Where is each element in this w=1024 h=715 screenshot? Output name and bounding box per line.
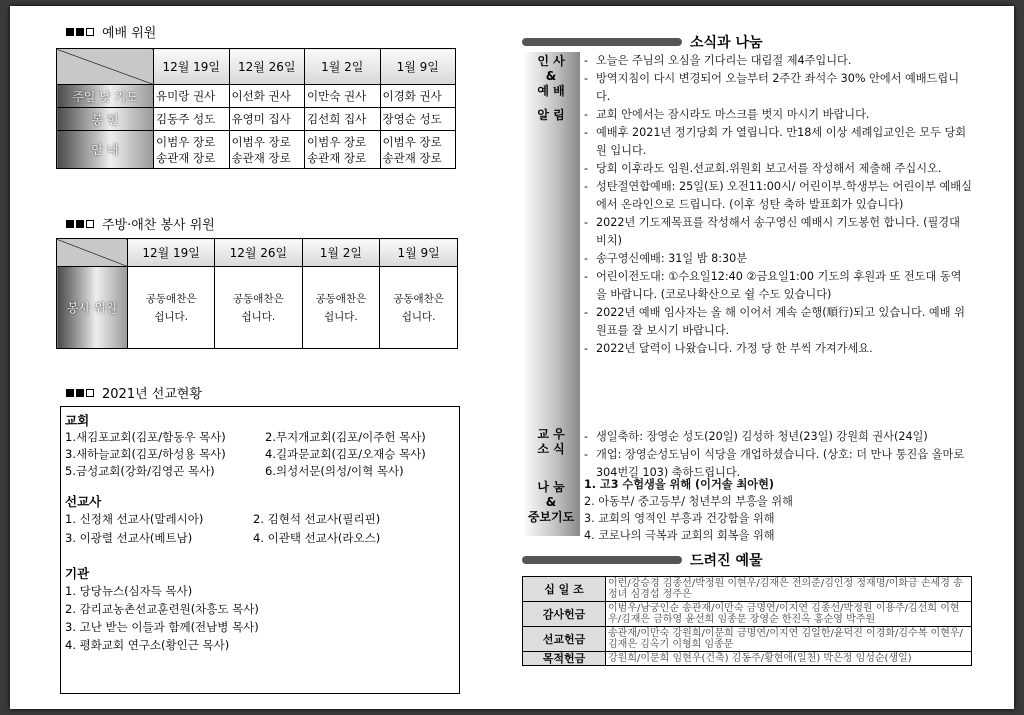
mission-title: 2021년 선교현황 bbox=[66, 383, 202, 402]
kitchen-table: 12월 19일 12월 26일 1월 2일 1월 9일 봉사 위원 공동애찬은 쉽니다. 공동애찬은 쉽니다. 공동애찬은 쉽니다. 공동애찬은 쉽니다. bbox=[56, 238, 458, 349]
offering-title: 드려진 예물 bbox=[522, 552, 763, 568]
bulletin-page bbox=[10, 6, 1014, 709]
mission-box: 교회 1.새김포교회(김포/함동우 목사) 2.무지개교회(김포/이주헌 목사) 3.새하늘교회(김포/하성용 목사) 4.길과문교회(김포/오재승 목사) 5.금성교회(강화/김영곤 목사) 6.의성서문(의성/이혁 목사) 선교사 1. 신정채 선교사(말레시아) 2. 김현석 선교사(필리핀) 3. 이광렬 선교사(베트남) 4. 이관택 선교사(라오스) 기관 1. 당당뉴스(심자득 목사) 2. 감리교농촌선교훈련원(차흥도 목사) 3. 고난 받는 이들과 함께(전남병 목사) 4. 평화교회 연구소(황인근 목사) bbox=[60, 406, 460, 694]
news-prayer: 1. 고3 수험생을 위해 (이거솔 최아현) 2. 아동부/ 중고등부/ 청년부의 부흥을 위해 3. 교회의 영적인 부흥과 건강함을 위해 4. 코로나의 극복과 교회의 회복을 위해 bbox=[584, 478, 793, 542]
kitchen-title: 주방·애찬 봉사 위원 bbox=[66, 214, 215, 233]
worship-title: 예배 위원 bbox=[66, 22, 156, 41]
news-label-notice: 알 림 bbox=[537, 108, 565, 122]
news-title: 소식과 나눔 bbox=[522, 34, 763, 50]
church-heading: 교회 bbox=[65, 413, 90, 428]
news-label-prayer: 나 눔 & 중보기도 bbox=[527, 480, 575, 524]
news-members: - 생일축하: 장영순 성도(20일) 김성하 청년(23일) 강원희 권사(24일) - 개업: 장영순성도님이 식당을 개업하셨습니다. (상호: 더 만나 통진읍 올마로 304번길 103) 축하드립니다. bbox=[584, 430, 965, 479]
worship-table: 12월 19일 12월 26일 1월 2일 1월 9일 주일 낮 기도 유미랑 권사 이선화 권사 이만숙 권사 이경화 권사 봉 헌 김동주 성도 유영미 집사 김선희 집사 장영순 성도 안 내 이범우 장로 송관재 장로 이범우 장로 송관재 장로 이범우 장로 송관재 장로 이범우 장로 송관재 장로 bbox=[56, 48, 456, 169]
org-heading: 기관 bbox=[65, 566, 90, 581]
news-label-greeting: 인 사 & 예 배 bbox=[537, 54, 565, 98]
news-notice: - 교회 안에서는 잠시라도 마스크를 벗지 마시기 바랍니다. - 예배후 2021년 정기당회 가 열립니다. 만18세 이상 세례입교인은 모두 당회원 입니다. - 당회 이후라도 임원.선교회.위원회 보고서를 작성해서 제출해 주십시오. - 성탄절연합예배: 25일(토) 오전11:00시/ 어린이부.학생부는 어린이부 예배실에서 온라인으로 드립니다. (이후 성탄 축하 발표회가 있습니다) - 2022년 기도제목표를 작성해서 송구영신 예배시 기도봉헌 합니다. (필경대 비치) - 송구영신예배: 31일 밤 8:30분 - 어린이전도대: ①수요일12:40 ②금요일1:00 기도의 후원과 또 전도대 동역을 바랍니다. (코로나확산으로 쉴 수도 있습니다) - 2022년 예배 임사자는 올 해 이어서 계속 순행(順行)되고 있습니다. 예배 위원표를 잘 보시기 바랍니다. - 2022년 달력이 나왔습니다. 가정 당 한 부씩 가져가세요. bbox=[584, 108, 972, 355]
offering-table: 십 일 조 이런/강승경 김종선/박정원 이현우/김재은 전의준/김인정 정재명/이화금 손세경 송정녀 심경섭 정주은 감사헌금 이범우/남궁인순 송관재/이만숙 금명연/이지연 김종선/박정원 이용주/김선희 이현우/김재은 금하영 윤선희 임종문 장영순 한진옥 홍순영 박주원 선교헌금 송관재/이만숙 강원희/이문희 금명연/이지연 김일한/윤덕진 이경화/김수복 이현우/김재은 김옥기 이형희 임종문 목적헌금 강원희/이문희 임현우(건축) 김동주/황현애(일천) 박은정 임성순(생일) bbox=[522, 576, 972, 666]
news-label-members: 교 우 소 식 bbox=[537, 427, 565, 456]
news-greeting: - 오늘은 주님의 오심을 기다리는 대림절 제4주입니다. - 방역지침이 다시 변경되어 오늘부터 2주간 좌석수 30% 안에서 예배드립니다. bbox=[584, 54, 960, 103]
missionary-heading: 선교사 bbox=[65, 494, 102, 509]
